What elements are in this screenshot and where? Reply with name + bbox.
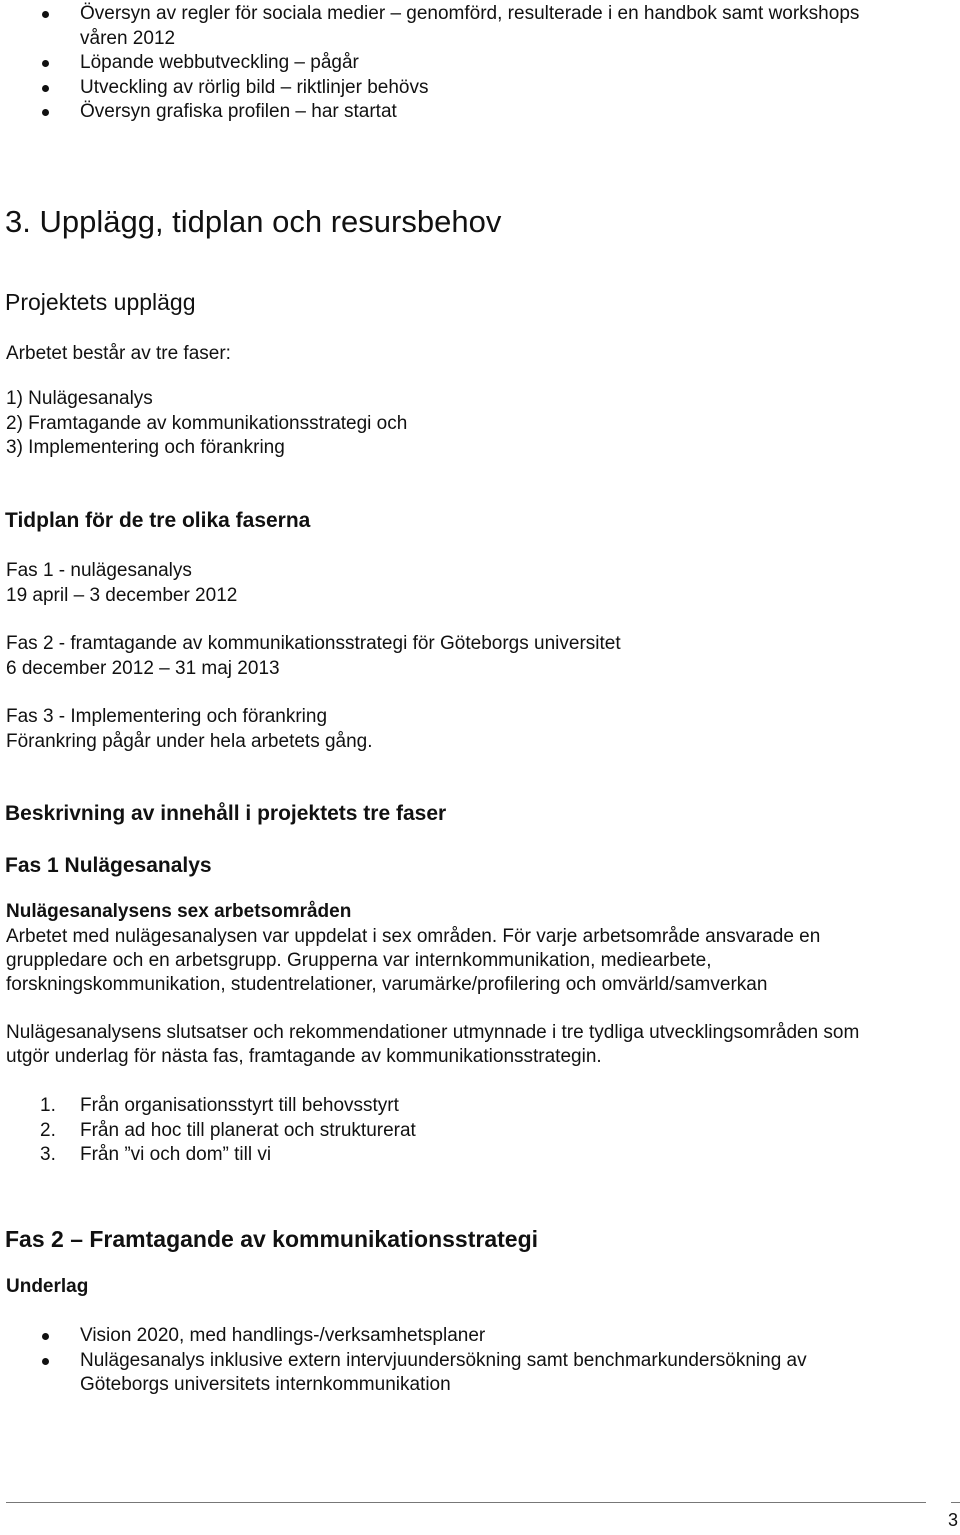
paragraph-line: gruppledare och en arbetsgrupp. Grupperna var internkommunikation, mediearbete, — [6, 950, 712, 971]
bullet-icon — [42, 109, 49, 116]
fas3-title: Fas 3 - Implementering och förankring — [6, 706, 328, 727]
fas2-heading: Fas 2 – Framtagande av kommunikationsstrategi — [5, 1226, 539, 1252]
list-number: 1. — [40, 1095, 56, 1116]
sub-heading: Nulägesanalysens sex arbetsområden — [6, 901, 352, 922]
bullet-icon — [42, 1333, 49, 1340]
fas1-heading: Fas 1 Nulägesanalys — [5, 854, 212, 877]
paragraph-line: Arbetet med nulägesanalysen var uppdelat i sex områden. För varje arbetsområde ansvarade en — [6, 926, 821, 947]
underlag-heading: Underlag — [6, 1276, 89, 1297]
tidplan-heading: Tidplan för de tre olika faserna — [5, 509, 311, 532]
list-item-continuation: våren 2012 — [80, 27, 176, 49]
section-heading: 3. Upplägg, tidplan och resursbehov — [5, 204, 502, 239]
list-item: 3. Från ”vi och dom” till vi — [0, 1143, 416, 1168]
list-number: 2. — [40, 1119, 56, 1141]
bullet-icon — [42, 85, 49, 92]
list-number: 3. — [40, 1144, 56, 1165]
list-item: Vision 2020, med handlings-/verksamhetsplaner — [0, 1324, 960, 1349]
upplagg-intro: Arbetet består av tre faser: — [6, 343, 231, 364]
page-number: 3 — [948, 1510, 959, 1530]
numbered-list — [0, 1094, 416, 1168]
phase-item: 3) Implementering och förankring — [6, 437, 285, 458]
paragraph-line: Nulägesanalysens slutsatser och rekommendationer utmynnade i tre tydliga utvecklingsområden som — [6, 1022, 860, 1043]
bullet-icon — [42, 11, 49, 18]
list-item: Utveckling av rörlig bild – riktlinjer behövs — [0, 76, 960, 101]
list-item-continuation: Göteborgs universitets internkommunikation — [80, 1374, 451, 1395]
footer-divider — [951, 1502, 960, 1503]
fas3-note: Förankring pågår under hela arbetets gång. — [6, 731, 373, 752]
paragraph-line: forskningskommunikation, studentrelationer, varumärke/profilering och omvärld/samverkan — [6, 974, 768, 995]
list-item: 2. Från ad hoc till planerat och strukturerat — [0, 1119, 416, 1144]
upplagg-heading: Projektets upplägg — [5, 289, 196, 315]
footer-divider — [6, 1502, 926, 1503]
fas2-title: Fas 2 - framtagande av kommunikationsstrategi för Göteborgs universitet — [6, 633, 621, 654]
list-item: Översyn grafiska profilen – har startat — [0, 100, 960, 125]
list-item: Nulägesanalys inklusive extern intervjuundersökning samt benchmarkundersökning av — [0, 1349, 960, 1374]
paragraph-line: utgör underlag för nästa fas, framtagande av kommunikationsstrategin. — [6, 1046, 602, 1067]
list-item: Översyn av regler för sociala medier – genomförd, resulterade i en handbok samt workshops — [0, 2, 960, 27]
list-item: 1. Från organisationsstyrt till behovsstyrt — [0, 1094, 416, 1119]
fas2-bullet-list — [0, 1324, 960, 1398]
beskrivning-heading: Beskrivning av innehåll i projektets tre faser — [5, 802, 447, 825]
top-bullet-list — [0, 2, 960, 125]
fas1-title: Fas 1 - nulägesanalys — [6, 560, 192, 581]
fas1-dates: 19 april – 3 december 2012 — [6, 585, 238, 606]
list-item: Löpande webbutveckling – pågår — [0, 51, 960, 76]
phase-item: 1) Nulägesanalys — [6, 388, 153, 409]
bullet-icon — [42, 60, 49, 67]
phase-item: 2) Framtagande av kommunikationsstrategi och — [6, 413, 408, 434]
bullet-icon — [42, 1358, 49, 1365]
fas2-dates: 6 december 2012 – 31 maj 2013 — [6, 658, 280, 679]
